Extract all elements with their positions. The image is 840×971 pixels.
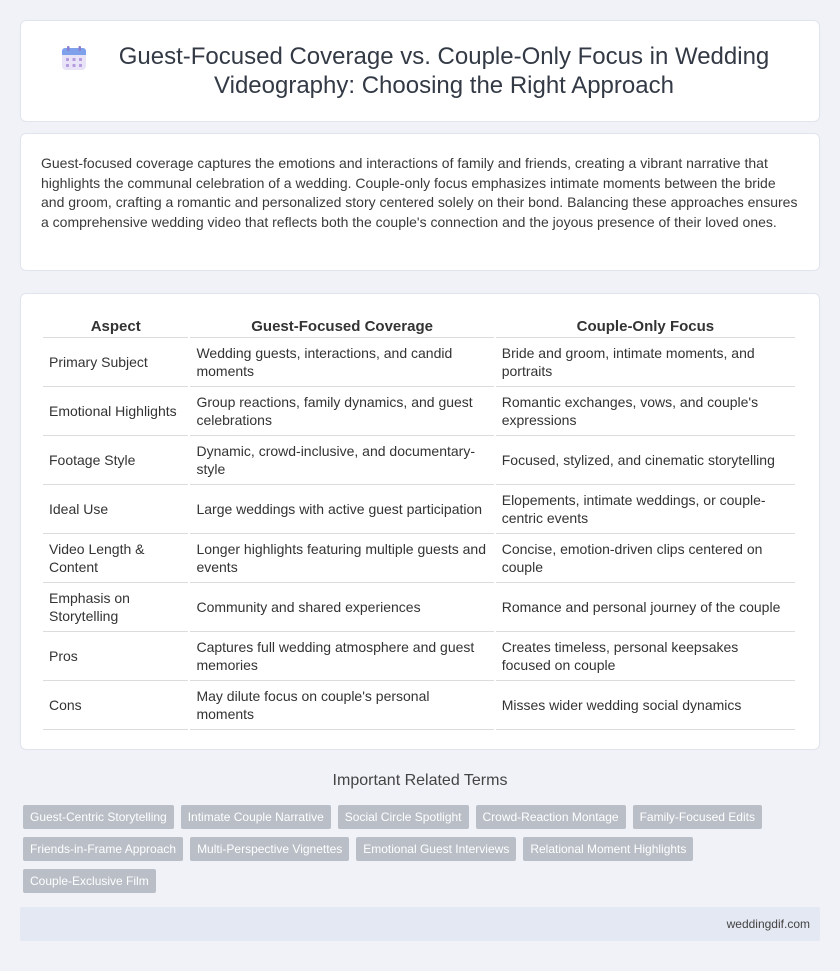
comparison-table — [41, 312, 797, 730]
couple-cell: Creates timeless, personal keepsakes focused on couple — [496, 632, 795, 681]
guest-cell: Dynamic, crowd-inclusive, and documentary-style — [190, 436, 493, 485]
guest-cell: Wedding guests, interactions, and candid moments — [190, 338, 493, 387]
aspect-cell: Video Length & Content — [43, 534, 188, 583]
related-term-tag[interactable]: Couple-Exclusive Film — [23, 869, 156, 893]
related-terms-list — [23, 805, 803, 901]
table-row — [43, 681, 795, 730]
related-term-tag[interactable]: Guest-Centric Storytelling — [23, 805, 174, 829]
aspect-cell: Primary Subject — [43, 338, 188, 387]
header-guest-focused: Guest-Focused Coverage — [190, 312, 493, 338]
related-terms-title: Important Related Terms — [332, 772, 508, 789]
related-term-tag[interactable]: Intimate Couple Narrative — [181, 805, 331, 829]
table-row — [43, 485, 795, 534]
comparison-card — [20, 293, 820, 750]
intro-card — [20, 133, 820, 271]
aspect-cell: Ideal Use — [43, 485, 188, 534]
guest-cell: Large weddings with active guest participation — [190, 485, 493, 534]
table-row — [43, 436, 795, 485]
table-row — [43, 632, 795, 681]
guest-cell: Longer highlights featuring multiple guests and events — [190, 534, 493, 583]
header-card — [20, 20, 820, 122]
aspect-cell: Pros — [43, 632, 188, 681]
header-couple-only: Couple-Only Focus — [496, 312, 795, 338]
related-term-tag[interactable]: Emotional Guest Interviews — [356, 837, 516, 861]
aspect-cell: Emotional Highlights — [43, 387, 188, 436]
header-aspect: Aspect — [43, 312, 188, 338]
guest-cell: May dilute focus on couple's personal moments — [190, 681, 493, 730]
related-term-tag[interactable]: Multi-Perspective Vignettes — [190, 837, 349, 861]
aspect-cell: Cons — [43, 681, 188, 730]
couple-cell: Elopements, intimate weddings, or couple-centric events — [496, 485, 795, 534]
related-term-tag[interactable]: Family-Focused Edits — [633, 805, 762, 829]
couple-cell: Concise, emotion-driven clips centered on couple — [496, 534, 795, 583]
footer-site-label: weddingdif.com — [20, 907, 820, 941]
couple-cell: Bride and groom, intimate moments, and portraits — [496, 338, 795, 387]
intro-paragraph: Guest-focused coverage captures the emotions and interactions of family and friends, creating a vibrant narrative that highlights the communal celebration of a wedding. Couple-only focus emphasizes intimate moments between the bride and groom, crafting a romantic and personalized story centered solely on their bond. Balancing these approaches ensures a comprehensive wedding video that reflects both the couple's connection and the joyous presence of their loved ones. — [41, 155, 798, 230]
couple-cell: Focused, stylized, and cinematic storytelling — [496, 436, 795, 485]
related-term-tag[interactable]: Social Circle Spotlight — [338, 805, 469, 829]
couple-cell: Misses wider wedding social dynamics — [496, 681, 795, 730]
aspect-cell: Footage Style — [43, 436, 188, 485]
couple-cell: Romantic exchanges, vows, and couple's expressions — [496, 387, 795, 436]
table-row — [43, 387, 795, 436]
page-title: Guest-Focused Coverage vs. Couple-Only Focus in Wedding Videography: Choosing the Right Approach — [118, 43, 770, 99]
aspect-cell: Emphasis on Storytelling — [43, 583, 188, 632]
calendar-icon — [61, 45, 87, 71]
related-term-tag[interactable]: Crowd-Reaction Montage — [476, 805, 626, 829]
couple-cell: Romance and personal journey of the couple — [496, 583, 795, 632]
table-row — [43, 338, 795, 387]
table-header-row — [43, 312, 795, 338]
related-term-tag[interactable]: Relational Moment Highlights — [523, 837, 693, 861]
table-row — [43, 534, 795, 583]
related-term-tag[interactable]: Friends-in-Frame Approach — [23, 837, 183, 861]
table-row — [43, 583, 795, 632]
guest-cell: Community and shared experiences — [190, 583, 493, 632]
guest-cell: Group reactions, family dynamics, and guest celebrations — [190, 387, 493, 436]
guest-cell: Captures full wedding atmosphere and guest memories — [190, 632, 493, 681]
